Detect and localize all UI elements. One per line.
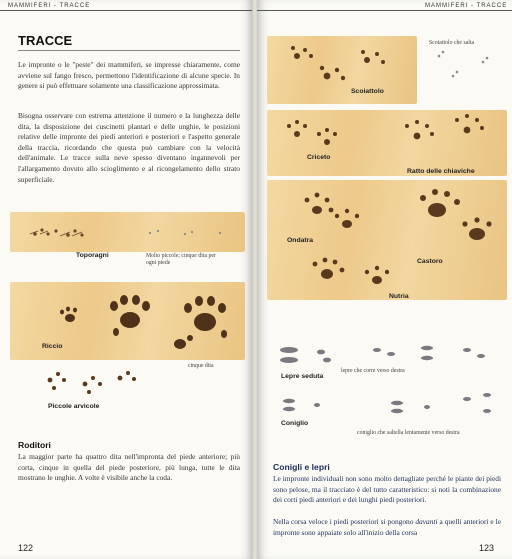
note-lepre-corre: lepre che corre verso destra: [341, 368, 405, 374]
arvicole-prints: [40, 364, 140, 400]
running-header-left: MAMMIFERI - TRACCE: [8, 3, 91, 9]
criceto-ratto-track-strip: [267, 110, 507, 176]
left-page: [0, 0, 253, 559]
conigli-text-1: Le impronte individuali non sono molto dettagliate perché le piante dei piedi sono pelose, ma il tracciato è del tutto caratteristico: si noti la combinazione dei corti piedi anteriori e dei lunghi piedi posteriori.: [273, 474, 501, 505]
scoiattolo-prints: [267, 36, 417, 104]
lepre-corre-prints: [367, 340, 507, 370]
intro-paragraph: Le impronte o le "peste" dei mammiferi, se impresse chiaramente, come avviene sul fango fresco, permettono l'identificazione di alcune specie. In genere si può effettuare solamente una classificazione approssimata.: [18, 60, 240, 91]
note-riccio: cinque dita: [188, 363, 214, 369]
header-rule: [0, 10, 253, 11]
note-coniglio-saltella: coniglio che saltella lentamente verso destra: [357, 430, 460, 436]
label-castoro: Castoro: [417, 258, 443, 265]
page-number-right: 123: [479, 543, 495, 553]
scoiattolo-salta-prints: [433, 46, 503, 86]
right-page: [257, 0, 512, 559]
running-header-right: MAMMIFERI - TRACCE: [425, 3, 508, 9]
conigli-heading: Conigli e lepri: [273, 462, 330, 472]
conigli-text-2-b: a quelli anteriori e le impronte sono appaiate solo all'inizio della corsa: [273, 517, 501, 537]
note-toporagni: Molto piccole; cinque dita per ogni piede: [146, 253, 216, 266]
roditori-text: La maggior parte ha quattro dita nell'impronta del piede anteriore; più corta, cinque in quella del piede posteriore, più lunga, tutte le dita mostrano le unghie. A volte è visibile anche la coda.: [18, 452, 240, 483]
roditori-heading: Roditori: [18, 440, 51, 450]
title-rule: [18, 50, 240, 51]
scoiattolo-track-strip: [267, 36, 417, 104]
label-ratto: Ratto delle chiaviche: [407, 168, 475, 175]
note-scoiattolo-salta: Scoiattolo che salta: [429, 40, 475, 46]
page-title: TRACCE: [18, 33, 73, 48]
toporagni-track-strip: [10, 212, 245, 252]
toporagni-prints: [10, 212, 245, 252]
label-ondatra: Ondatra: [287, 237, 314, 244]
coniglio-prints: [277, 385, 507, 425]
second-paragraph: Bisogna osservare con estrema attenzione il numero e la lunghezza delle dita, la disposizione dei cuscinetti plantari e delle unghie, le posizioni relative delle impronte dei piedi anteriori e posteriori e l'aspetto generale della traccia, ricordando che questa può cambiare con la velocità dell'animale. Le tracce sulla neve spesso diventano ingannevoli per l'allargamento dovuto allo scioglimento e al ricongelamento dello strato superficiale.: [18, 111, 240, 184]
conigli-text-2: [273, 517, 501, 538]
criceto-ratto-prints: [267, 110, 507, 176]
header-rule: [257, 10, 512, 11]
label-arvicole: Piccole arvicole: [48, 403, 100, 410]
label-toporagni: Toporagni: [76, 252, 109, 259]
label-lepre-seduta: Lepre seduta: [281, 373, 324, 380]
conigli-text-2-italic: davanti: [415, 517, 438, 526]
label-criceto: Criceto: [307, 154, 331, 161]
label-nutria: Nutria: [389, 293, 409, 300]
label-scoiattolo: Scoiattolo: [351, 88, 384, 95]
page-number-left: 122: [18, 543, 34, 553]
conigli-text-2-a: Nella corsa veloce i piedi posteriori si pongono: [273, 517, 416, 526]
label-coniglio: Coniglio: [281, 420, 309, 427]
label-riccio: Riccio: [42, 343, 63, 350]
lepre-seduta-prints: [277, 340, 337, 370]
